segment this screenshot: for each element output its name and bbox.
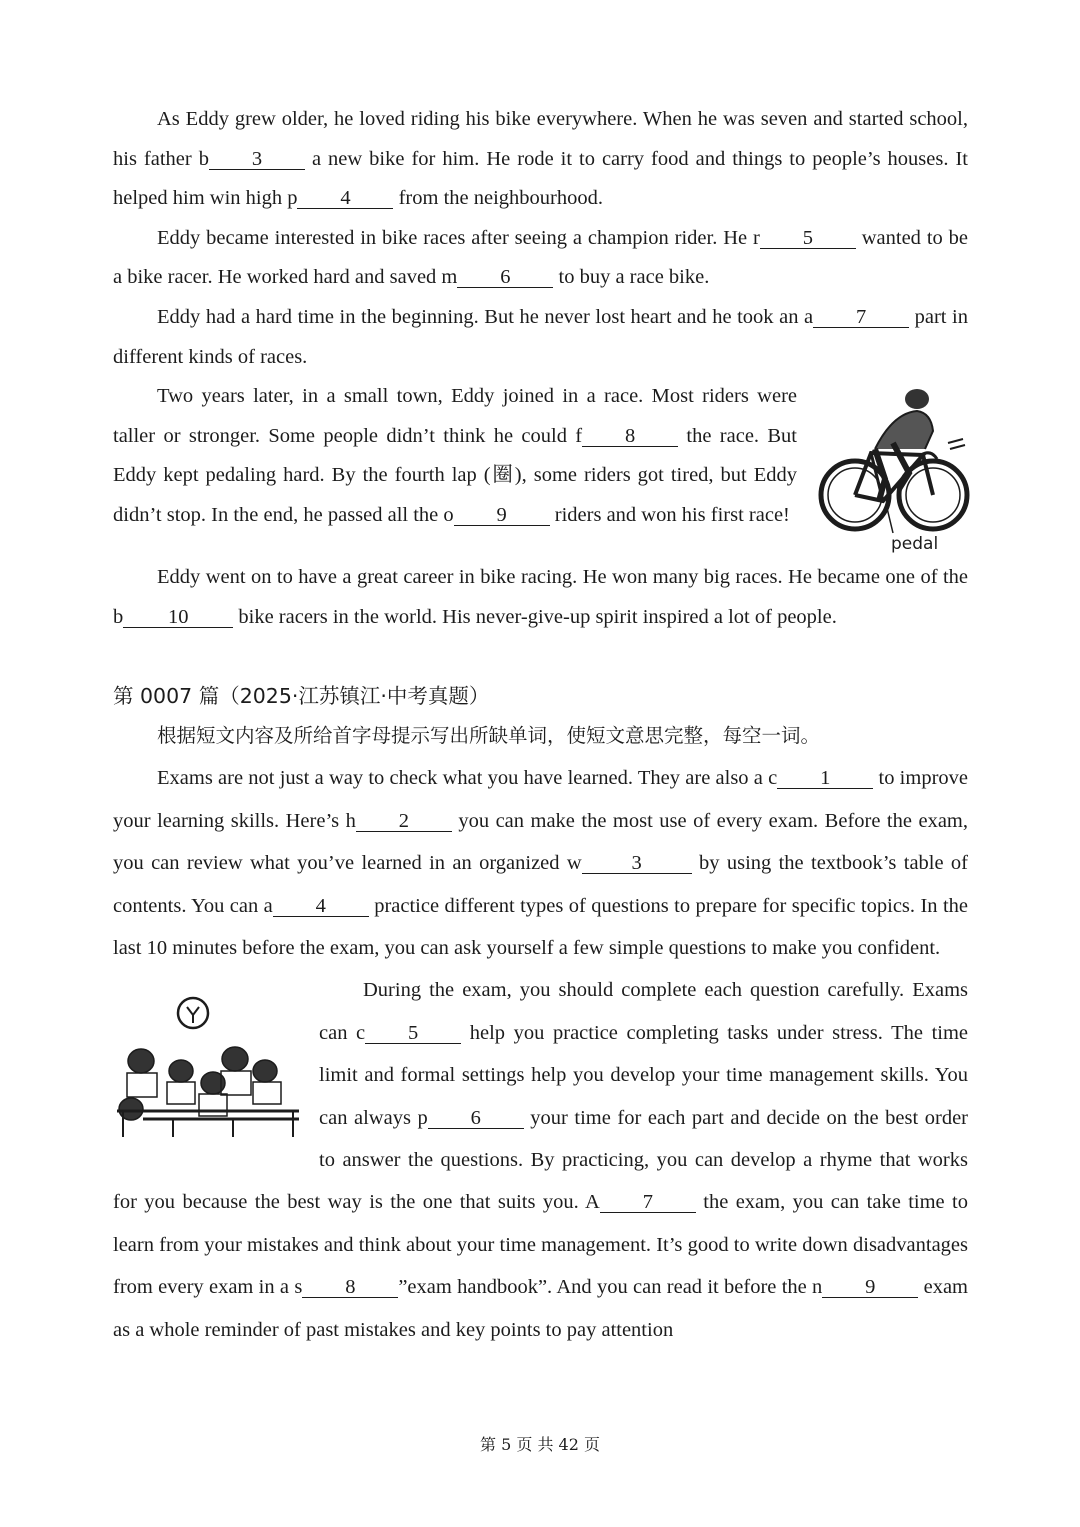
passage2-instruction: 根据短文内容及所给首字母提示写出所缺单词，使短文意思完整，每空一词。 bbox=[157, 724, 821, 748]
passage1-para4: Two years later, in a small town, Eddy joined in a race. Most riders were taller or stronger. Some people didn’t think he could f 8 the race. But Eddy kept pedaling hard. By the fourth lap (圈), some riders got tired, but Eddy didn’t stop. In the end, he passed all the o 9 riders and won his first race! bbox=[113, 385, 798, 526]
blank-8[interactable]: 8 bbox=[582, 426, 678, 447]
blank-p2-4[interactable]: 4 bbox=[273, 896, 369, 917]
blank-p2-8[interactable]: 8 bbox=[302, 1277, 398, 1298]
blank-9[interactable]: 9 bbox=[454, 505, 550, 526]
blank-p2-6[interactable]: 6 bbox=[428, 1108, 524, 1129]
passage1-para5: Eddy went on to have a great career in bike racing. He won many big races. He became one of the b 10 bike racers in the world. His never-give-up spirit inspired a lot of people. bbox=[113, 566, 968, 628]
passage2-para1: Exams are not just a way to check what you have learned. They are also a c 1 to improve your learning skills. Here’s h 2 you can make the most use of every exam. Before the exam, you can review what you’ve learned in an organized w 3 by using the textbook’s table of contents. You can a 4 practice different types of questions to prepare for specific topics. In the last 10 minutes before the exam, you can ask yourself a few simple questions to make you confident. bbox=[113, 767, 968, 959]
page-footer: 第 5 页 共 42 页 bbox=[480, 1435, 600, 1454]
blank-10[interactable]: 10 bbox=[123, 607, 233, 628]
blank-p2-1[interactable]: 1 bbox=[777, 768, 873, 789]
pedal-label: pedal bbox=[891, 534, 939, 555]
page-content bbox=[113, 100, 968, 1351]
blank-3[interactable]: 3 bbox=[209, 149, 305, 170]
exam-classroom-illustration bbox=[113, 979, 303, 1139]
blank-p2-2[interactable]: 2 bbox=[356, 811, 452, 832]
passage1-para2: Eddy became interested in bike races after seeing a champion rider. He r 5 wanted to be a bike racer. He worked hard and saved m 6 to buy a race bike. bbox=[113, 226, 969, 289]
blank-p2-3[interactable]: 3 bbox=[582, 853, 692, 874]
passage2-para2: During the exam, you should complete each question carefully. Exams can c 5 help you practice completing tasks under stress. The time limit and formal settings help you develop your time management skills. You can always p 6 your time for each part and decide on the best order to answer the questions. By practicing, you can develop a rhyme that works for you because the best way is the one that suits you. A 7 the exam, you can take time to learn from your mistakes and think about your time management. It’s good to write down disadvantages from every exam in a s 8 ”exam handbook”. And you can read it before the n 9 exam as a whole reminder of past mistakes and key points to pay attention bbox=[113, 979, 969, 1341]
passage2-title: 第 0007 篇（2025·江苏镇江·中考真题） bbox=[113, 684, 490, 709]
blank-p2-7[interactable]: 7 bbox=[600, 1192, 696, 1213]
blank-7[interactable]: 7 bbox=[813, 307, 909, 328]
blank-4[interactable]: 4 bbox=[297, 188, 393, 209]
passage1-para1: As Eddy grew older, he loved riding his bike everywhere. When he was seven and started school, his father b 3 a new bike for him. He rode it to carry food and things to people’s houses. It helped him win high p 4 from the neighbourhood. bbox=[113, 108, 968, 210]
blank-p2-9[interactable]: 9 bbox=[822, 1277, 918, 1298]
passage1-para3: Eddy had a hard time in the beginning. But he never lost heart and he took an a 7 part in different kinds of races. bbox=[113, 305, 968, 368]
blank-6[interactable]: 6 bbox=[457, 267, 553, 288]
blank-5[interactable]: 5 bbox=[760, 228, 856, 249]
cyclist-illustration bbox=[813, 383, 978, 558]
blank-p2-5[interactable]: 5 bbox=[365, 1023, 461, 1044]
